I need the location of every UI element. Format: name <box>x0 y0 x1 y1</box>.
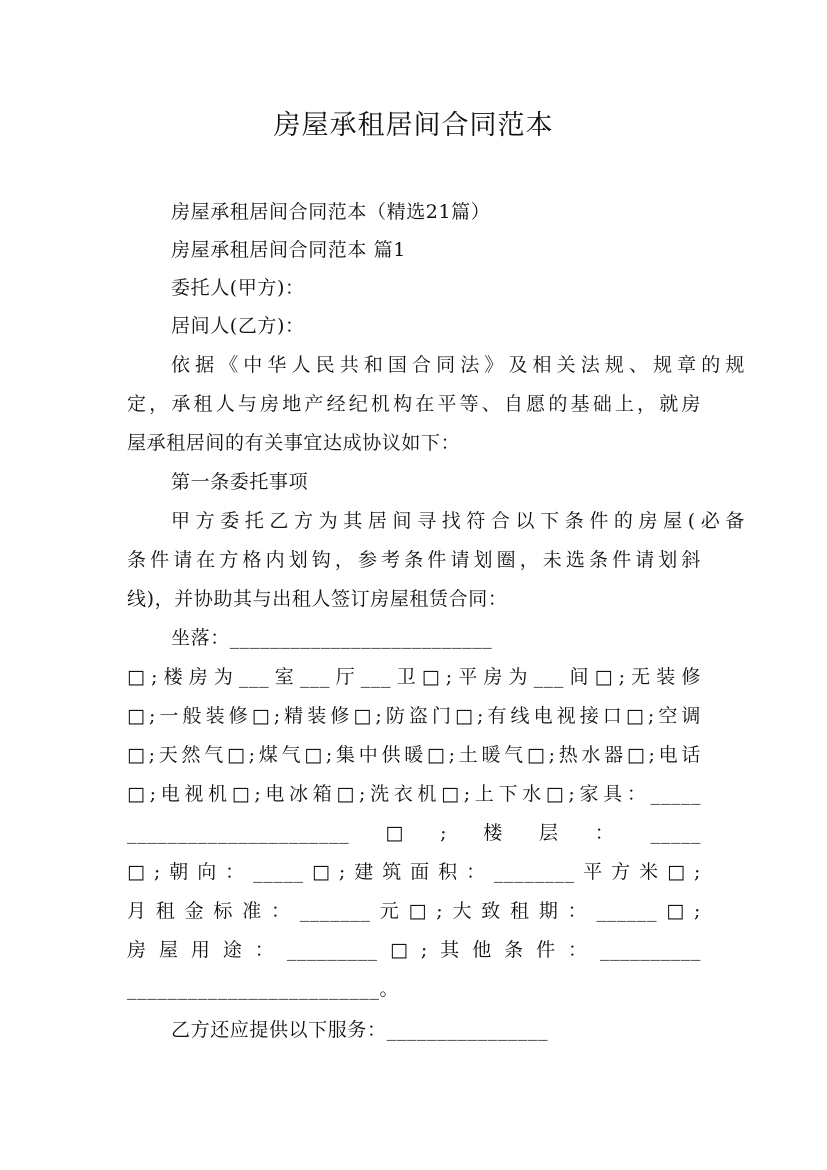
subtitle-line: 房屋承租居间合同范本（精选21篇） <box>171 201 491 223</box>
document-title: 房屋承租居间合同范本 <box>273 110 554 141</box>
form-line: 坐落：__________________________ <box>171 627 493 649</box>
form-line: ______________________□;楼层：_____ <box>127 822 701 844</box>
paragraph-line: 屋承租居间的有关事宜达成协议如下： <box>127 432 461 454</box>
form-line: □;楼房为___室___厅___卫□;平房为___间□;无装修 <box>127 666 701 688</box>
form-line: _________________________。 <box>127 978 400 1000</box>
paragraph-line: 甲方委托乙方为其居间寻找符合以下条件的房屋(必备 <box>171 510 745 532</box>
paragraph-line: 线)，并协助其与出租人签订房屋租赁合同： <box>127 588 508 610</box>
form-line: □;朝向：_____□;建筑面积：________平方米□; <box>127 861 701 883</box>
article-heading: 第一条委托事项 <box>171 471 309 493</box>
section-heading: 房屋承租居间合同范本 篇1 <box>171 239 406 261</box>
form-line: 房屋用途：_________□;其他条件：__________ <box>127 939 701 961</box>
paragraph-line: 条件请在方格内划钩，参考条件请划圈，未选条件请划斜 <box>127 549 701 571</box>
form-line: □;一般装修□;精装修□;防盗门□;有线电视接口□;空调 <box>127 705 701 727</box>
paragraph-line: 依据《中华人民共和国合同法》及相关法规、规章的规 <box>171 354 745 376</box>
service-line: 乙方还应提供以下服务：________________ <box>171 1019 549 1041</box>
party-a-line: 委托人(甲方)： <box>171 277 305 299</box>
form-line: □;天然气□;煤气□;集中供暖□;土暖气□;热水器□;电话 <box>127 744 701 766</box>
form-line: 月租金标准：_______元□;大致租期：______□; <box>127 900 701 922</box>
party-b-line: 居间人(乙方)： <box>171 315 305 337</box>
paragraph-line: 定，承租人与房地产经纪机构在平等、自愿的基础上，就房 <box>127 393 701 415</box>
form-line: □;电视机□;电冰箱□;洗衣机□;上下水□;家具：_____ <box>127 783 701 805</box>
